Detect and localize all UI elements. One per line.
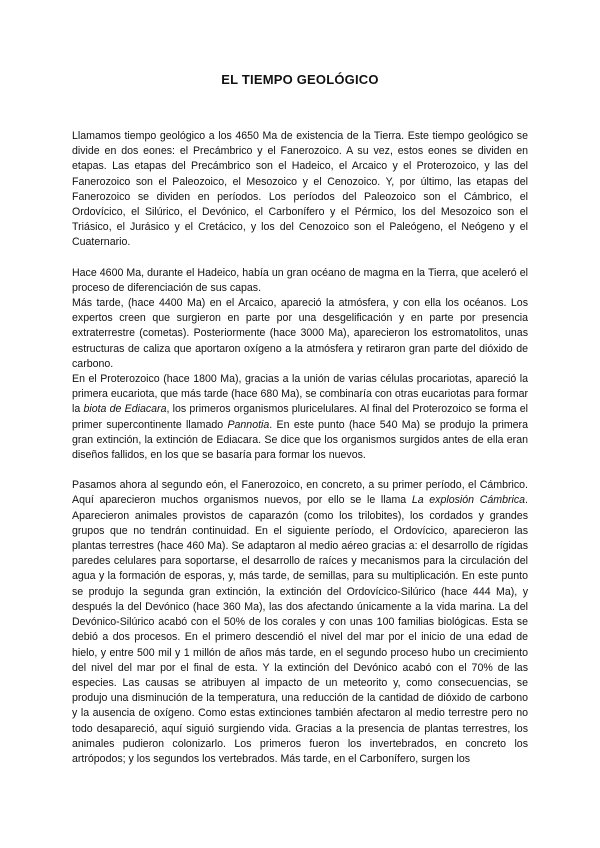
document-body: [72, 129, 528, 767]
text-segment: Pasamos ahora al segundo eón, el Fanerozoico, en concreto, a su primer período, el Cámbrico. Aquí aparecieron muchos organismos nuevos, por ello se le llama: [72, 479, 528, 507]
paragraph-gap: [72, 463, 528, 478]
text-segment: . En este punto (hace 540 Ma) se produjo la primera gran extinción, la extinción de Ediacara. Se dice que los organismos surgidos antes de ella eran diseños fallidos, en los que se basaría para formar los nuevos.: [72, 418, 528, 462]
document-title: EL TIEMPO GEOLÓGICO: [221, 72, 379, 87]
italic-term: La explosión Cámbrica: [411, 494, 526, 507]
paragraph-gap: [72, 251, 528, 266]
text-segment: . Aparecieron animales provistos de caparazón (como los trilobites), los cordados y grandes grupos que no tendrán continuidad. En el siguiente período, el Ordovícico, aparecieron las plantas terrestres (hace 460 Ma). Se adaptaron al medio aéreo gracias a: el desarrollo de rígidas paredes celulares para soportarse, el desarrollo de raíces y mecanismos para la circulación del agua y la formación de esporas, y, más tarde, de semillas, para su multiplicación. En este punto se produjo la segunda gran extinción, la extinción del Ordovícico-Silúrico (hace 444 Ma), y después la del Devónico (hace 360 Ma), las dos afectando únicamente a la vida marina. La del Devónico-Silúrico acabó con el 50% de los corales y con unas 100 familias biológicas. Esta se debió a dos procesos. En el primero descendió el nivel del mar por el inicio de una edad de hielo, y entre 500 mil y 1 millón de años más tarde, en el segundo proceso hubo un crecimiento del nivel del mar por el final de esta. Y la extinción del Devónico acabó con el 70% de las especies. Las causas se atribuyen al impacto de un meteorito y, como consecuencias, se produjo una disminución de la temperatura, una reducción de la cantidad de dióxido de carbono y la ausencia de oxígeno. Como estas extinciones también afectaron al medio terrestre pero no todo desapareció, aquí siguió surgiendo vida. Gracias a la presencia de plantas terrestres, los animales pudieron colonizarlo. Los primeros fueron los invertebrados, en concreto los artrópodos; y los segundos los vertebrados. Más tarde, en el Carbonífero, surgen los: [72, 494, 528, 765]
text-segment: , los primeros organismos pluricelulares. Al final del Proterozoico se forma el primer supercontinente llamado: [72, 403, 528, 431]
paragraph-fanerozoico: [72, 478, 528, 767]
italic-term: Pannotia: [227, 418, 270, 431]
text-segment: En el Proterozoico (hace 1800 Ma), gracias a la unión de varias células procariotas, apareció la primera eucariota, que más tarde (hace 680 Ma), se combinaría con otras eucariotas para formar la: [72, 373, 528, 416]
paragraph-arcaico: Más tarde, (hace 4400 Ma) en el Arcaico, apareció la atmósfera, y con ella los océanos. Los expertos creen que surgieron en parte por una desgelificación y en parte por presencia extraterrestre (cometas). Posteriormente (hace 3000 Ma), aparecieron los estromatolitos, unas estructuras de caliza que aportaron oxígeno a la atmósfera y retiraron gran parte del dióxido de carbono.: [72, 297, 528, 370]
italic-term: biota de Ediacara: [83, 403, 167, 416]
paragraph-hadeico: Hace 4600 Ma, durante el Hadeico, había un gran océano de magma en la Tierra, que aceleró el proceso de diferenciación de sus capas.: [72, 266, 528, 294]
paragraph-proterozoico: [72, 372, 528, 463]
paragraph-intro: Llamamos tiempo geológico a los 4650 Ma de existencia de la Tierra. Este tiempo geológico se divide en dos eones: el Precámbrico y el Fanerozoico. A su vez, estos eones se dividen en etapas. Las etapas del Precámbrico son el Hadeico, el Arcaico y el Proterozoico, y las del Fanerozoico son el Paleozoico, el Mesozoico y el Cenozoico. Y, por último, las etapas del Fanerozoico se dividen en períodos. Los períodos del Paleozoico son el Cámbrico, el Ordovícico, el Silúrico, el Devónico, el Carbonífero y el Pérmico, los del Mesozoico son el Triásico, el Jurásico y el Cretácico, y los del Cenozoico son el Paleógeno, el Neógeno y el Cuaternario.: [72, 130, 528, 249]
